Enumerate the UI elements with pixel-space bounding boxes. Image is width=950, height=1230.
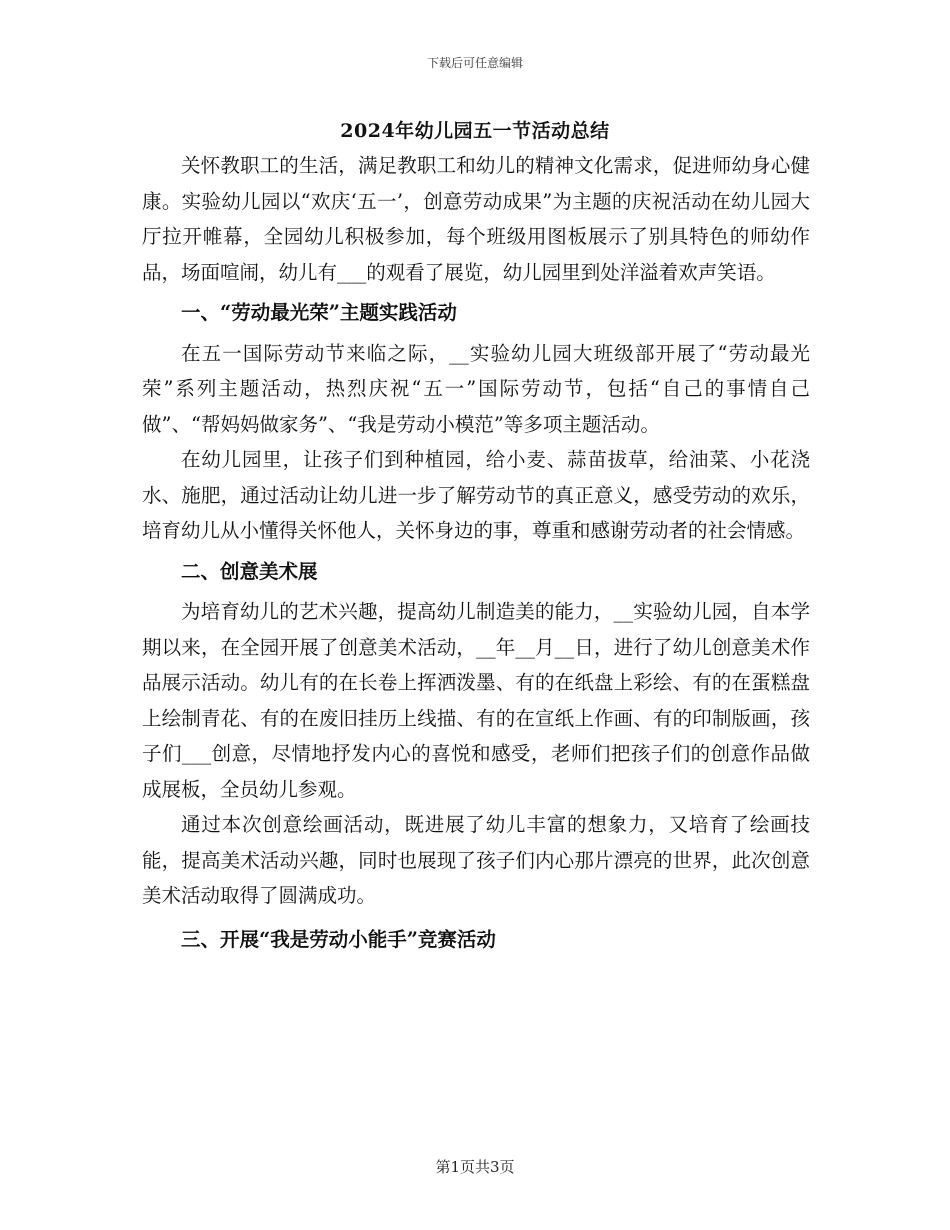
- header-note: 下载后可任意编辑: [426, 56, 523, 70]
- intro-paragraph: 关怀教职工的生活，满足教职工和幼儿的精神文化需求，促进师幼身心健康。实验幼儿园以“欢庆‘五一’，创意劳动成果”为主题的庆祝活动在幼儿园大厅拉开帷幕，全园幼儿积极参加，每个班级用图板展示了别具特色的师幼作品，场面喧闹，幼儿有___的观看了展览，幼儿园里到处洋溢着欢声笑语。: [142, 154, 810, 284]
- document-title: 2024年幼儿园五一节活动总结: [340, 120, 610, 142]
- document-body: [142, 148, 810, 957]
- page-footer: 第1页共3页: [435, 1158, 515, 1176]
- section-2-paragraph-1: 为培育幼儿的艺术兴趣，提高幼儿制造美的能力，__实验幼儿园，自本学期以来，在全园开展了创意美术活动，__年__月__日，进行了幼儿创意美术作品展示活动。幼儿有的在长卷上挥洒泼墨、有的在纸盘上彩绘、有的在蛋糕盘上绘制青花、有的在废旧挂历上线描、有的在宣纸上作画、有的印制版画，孩子们___创意，尽情地抒发内心的喜悦和感受，老师们把孩子们的创意作品做成展板，全员幼儿参观。: [142, 600, 810, 801]
- section-1-paragraph-2: 在幼儿园里，让孩子们到种植园，给小麦、蒜苗拔草，给油菜、小花浇水、施肥，通过活动让幼儿进一步了解劳动节的真正意义，感受劳动的欢乐，培育幼儿从小懂得关怀他人，关怀身边的事，尊重和感谢劳动者的社会情感。: [142, 448, 810, 542]
- section-1-heading: 一、“劳动最光荣”主题实践活动: [181, 301, 457, 324]
- section-2-paragraph-2: 通过本次创意绘画活动，既进展了幼儿丰富的想象力，又培育了绘画技能，提高美术活动兴趣，同时也展现了孩子们内心那片漂亮的世界，此次创意美术活动取得了圆满成功。: [142, 813, 810, 907]
- section-3-heading: 三、开展“我是劳动小能手”竞赛活动: [181, 927, 496, 951]
- section-1-paragraph-1: 在五一国际劳动节来临之际，__实验幼儿园大班级部开展了“劳动最光荣”系列主题活动，热烈庆祝“五一”国际劳动节，包括“自己的事情自己做”、“帮妈妈做家务”、“我是劳动小模范”等多项主题活动。: [142, 341, 810, 436]
- section-2-heading: 二、创意美术展: [181, 559, 318, 583]
